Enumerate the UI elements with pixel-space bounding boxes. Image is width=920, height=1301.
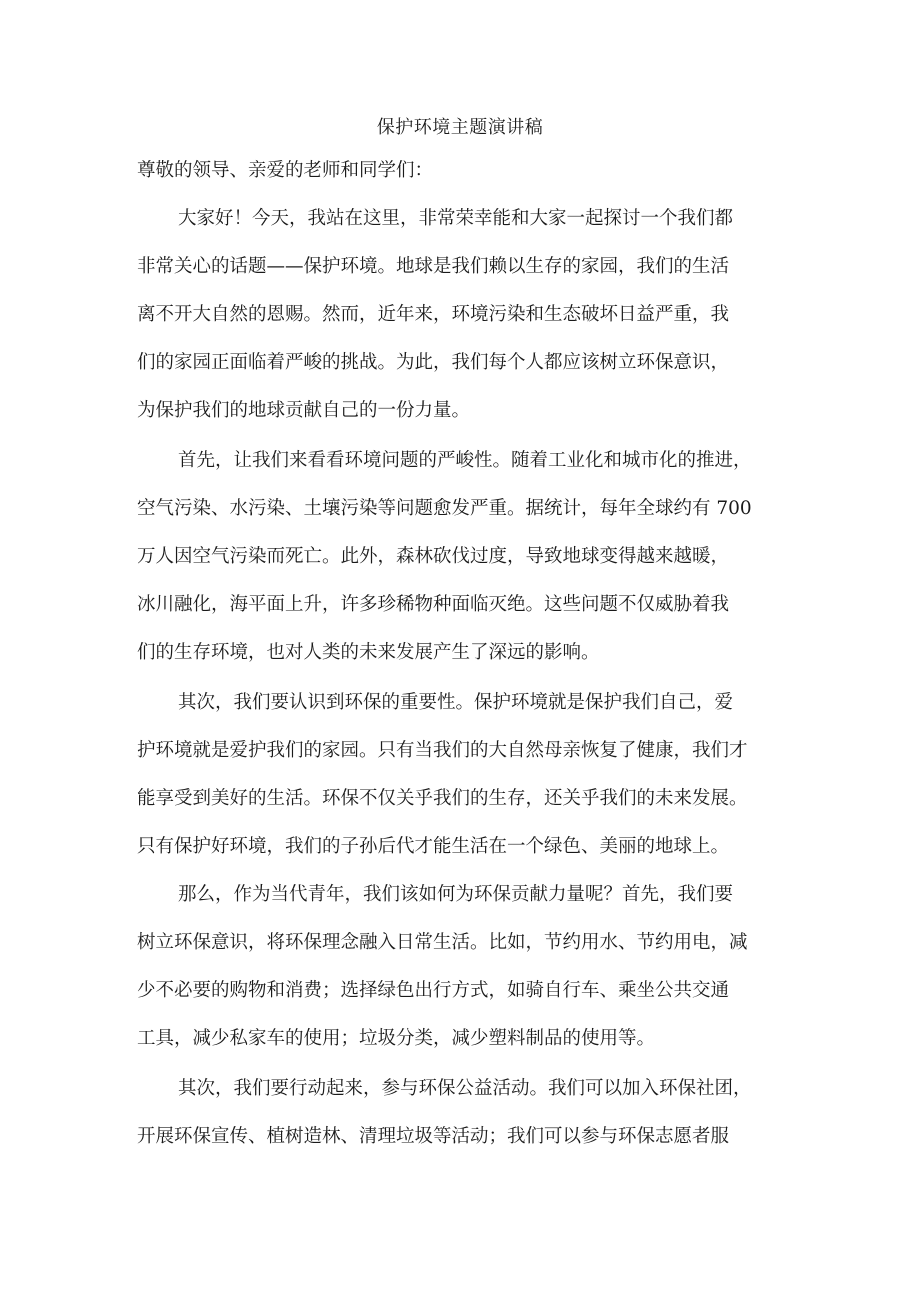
paragraph-line: 其次，我们要行动起来，参与环保公益活动。我们可以加入环保社团， <box>178 1078 752 1099</box>
paragraph-line: 首先，让我们来看看环境问题的严峻性。随着工业化和城市化的推进， <box>178 450 752 471</box>
paragraph-line: 离不开大自然的恩赐。然而，近年来，环境污染和生态破坏日益严重，我 <box>137 304 730 325</box>
paragraph-line: 那么，作为当代青年，我们该如何为环保贡献力量呢？首先，我们要 <box>178 884 734 905</box>
paragraph-line: 开展环保宣传、植树造林、清理垃圾等活动；我们可以参与环保志愿者服 <box>137 1126 730 1147</box>
paragraph-line: 们的生存环境，也对人类的未来发展产生了深远的影响。 <box>137 642 600 663</box>
paragraph-line: 冰川融化，海平面上升，许多珍稀物种面临灭绝。这些问题不仅威胁着我 <box>137 594 730 615</box>
paragraph-line: 大家好！今天，我站在这里，非常荣幸能和大家一起探讨一个我们都 <box>178 208 734 229</box>
paragraph-line: 万人因空气污染而死亡。此外，森林砍伐过度，导致地球变得越来越暖， <box>137 546 730 567</box>
paragraph-line: 工具，减少私家车的使用；垃圾分类，减少塑料制品的使用等。 <box>137 1028 656 1049</box>
paragraph-line: 为保护我们的地球贡献自己的一份力量。 <box>137 400 471 421</box>
paragraph-line: 少不必要的购物和消费；选择绿色出行方式，如骑自行车、乘坐公共交通 <box>137 980 730 1001</box>
paragraph-line: 能享受到美好的生活。环保不仅关乎我们的生存，还关乎我们的未来发展。 <box>137 788 748 809</box>
document-title: 保护环境主题演讲稿 <box>376 117 544 138</box>
paragraph-line: 只有保护好环境，我们的子孙后代才能生活在一个绿色、美丽的地球上。 <box>137 836 730 857</box>
salutation: 尊敬的领导、亲爱的老师和同学们： <box>137 160 434 181</box>
paragraph-line: 护环境就是爱护我们的家园。只有当我们的大自然母亲恢复了健康，我们才 <box>137 740 748 761</box>
paragraph-line: 空气污染、水污染、土壤污染等问题愈发严重。据统计，每年全球约有 700 <box>137 498 752 519</box>
paragraph-line: 树立环保意识，将环保理念融入日常生活。比如，节约用水、节约用电，减 <box>137 932 748 953</box>
paragraph-line: 们的家园正面临着严峻的挑战。为此，我们每个人都应该树立环保意识， <box>137 352 730 373</box>
paragraph-line: 非常关心的话题——保护环境。地球是我们赖以生存的家园，我们的生活 <box>137 256 730 277</box>
paragraph-line: 其次，我们要认识到环保的重要性。保护环境就是保护我们自己，爱 <box>178 692 734 713</box>
